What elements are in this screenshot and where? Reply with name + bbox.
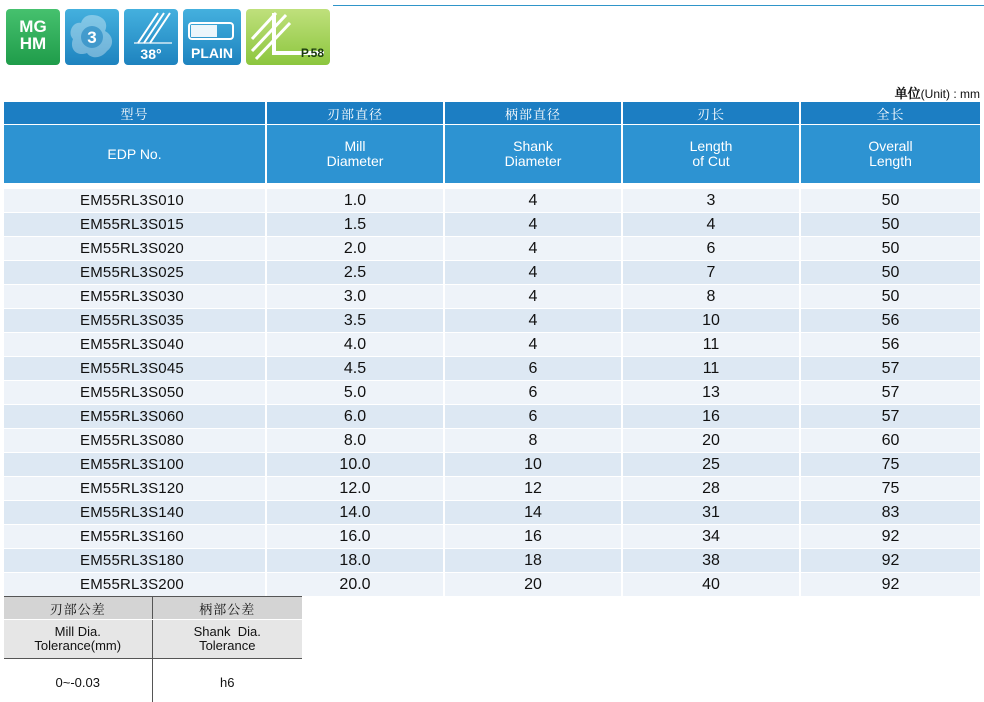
table-row — [4, 333, 980, 357]
shank-diameter-cell: 6 — [444, 357, 622, 381]
overall-length-cell: 57 — [800, 357, 980, 381]
mill-diameter-cell: 12.0 — [266, 477, 444, 501]
overall-length-cell: 75 — [800, 453, 980, 477]
header-rule — [333, 5, 984, 6]
shank-diameter-cell: 6 — [444, 381, 622, 405]
page-reference-icon — [246, 9, 330, 65]
edp-number-cell: EM55RL3S025 — [4, 261, 266, 285]
table-row — [4, 309, 980, 333]
length-of-cut-cell: 25 — [622, 453, 800, 477]
overall-length-cell: 50 — [800, 285, 980, 309]
col-header-cn: 刃部直径 — [266, 102, 444, 125]
table-row — [4, 261, 980, 285]
mill-diameter-cell: 8.0 — [266, 429, 444, 453]
col-header-edp: EDP No. — [4, 125, 266, 184]
edp-number-cell: EM55RL3S140 — [4, 501, 266, 525]
shank-diameter-cell: 14 — [444, 501, 622, 525]
tolerance-table — [4, 596, 302, 702]
mill-diameter-cell: 1.5 — [266, 213, 444, 237]
edp-number-cell: EM55RL3S045 — [4, 357, 266, 381]
shank-diameter-cell: 10 — [444, 453, 622, 477]
flute-count: 3 — [87, 28, 97, 47]
edp-number-cell: EM55RL3S080 — [4, 429, 266, 453]
edp-number-cell: EM55RL3S120 — [4, 477, 266, 501]
mill-diameter-cell: 4.0 — [266, 333, 444, 357]
overall-length-cell: 50 — [800, 189, 980, 213]
overall-length-cell: 50 — [800, 261, 980, 285]
tol-header-mill: Mill Dia. Tolerance(mm) — [4, 620, 152, 659]
mill-tolerance-value: 0~-0.03 — [4, 659, 152, 702]
mill-diameter-cell: 18.0 — [266, 549, 444, 573]
length-of-cut-cell: 13 — [622, 381, 800, 405]
overall-length-cell: 57 — [800, 405, 980, 429]
table-row — [4, 189, 980, 213]
table-row — [4, 381, 980, 405]
mill-diameter-cell: 3.5 — [266, 309, 444, 333]
tolerance-header-en — [4, 620, 302, 659]
edp-number-cell: EM55RL3S180 — [4, 549, 266, 573]
shank-diameter-cell: 4 — [444, 333, 622, 357]
unit-en: (Unit) : mm — [920, 87, 980, 101]
overall-length-cell: 92 — [800, 549, 980, 573]
tol-header-cn: 柄部公差 — [152, 597, 302, 620]
feature-icons — [6, 9, 330, 65]
col-header-shank-diameter: Shank Diameter — [444, 125, 622, 184]
table-row — [4, 573, 980, 597]
shank-diameter-cell: 16 — [444, 525, 622, 549]
edp-number-cell: EM55RL3S050 — [4, 381, 266, 405]
edp-number-cell: EM55RL3S010 — [4, 189, 266, 213]
page-ref-label: P.58 — [300, 46, 324, 60]
shank-diameter-cell: 20 — [444, 573, 622, 597]
shank-diameter-cell: 4 — [444, 309, 622, 333]
mill-diameter-cell: 5.0 — [266, 381, 444, 405]
col-header-cn: 全长 — [800, 102, 980, 125]
tolerance-values — [4, 659, 302, 702]
material-line1: MG — [19, 17, 47, 36]
shank-diameter-cell: 4 — [444, 213, 622, 237]
shank-diameter-cell: 4 — [444, 237, 622, 261]
length-of-cut-cell: 28 — [622, 477, 800, 501]
length-of-cut-cell: 11 — [622, 357, 800, 381]
plain-shank-icon — [183, 9, 241, 65]
length-of-cut-cell: 8 — [622, 285, 800, 309]
table-row — [4, 237, 980, 261]
table-row — [4, 549, 980, 573]
col-header-length-of-cut: Length of Cut — [622, 125, 800, 184]
mill-diameter-cell: 4.5 — [266, 357, 444, 381]
table-row — [4, 429, 980, 453]
edp-number-cell: EM55RL3S060 — [4, 405, 266, 429]
specification-table — [4, 102, 980, 597]
overall-length-cell: 92 — [800, 573, 980, 597]
mill-diameter-cell: 2.5 — [266, 261, 444, 285]
overall-length-cell: 56 — [800, 309, 980, 333]
col-header-cn: 刃长 — [622, 102, 800, 125]
overall-length-cell: 92 — [800, 525, 980, 549]
length-of-cut-cell: 34 — [622, 525, 800, 549]
edp-number-cell: EM55RL3S015 — [4, 213, 266, 237]
mill-diameter-cell: 3.0 — [266, 285, 444, 309]
mill-diameter-cell: 10.0 — [266, 453, 444, 477]
table-row — [4, 501, 980, 525]
shank-diameter-cell: 12 — [444, 477, 622, 501]
mill-diameter-cell: 2.0 — [266, 237, 444, 261]
table-row — [4, 525, 980, 549]
material-mghm-icon — [6, 9, 60, 65]
helix-angle-label: 38° — [140, 46, 162, 62]
overall-length-cell: 56 — [800, 333, 980, 357]
overall-length-cell: 60 — [800, 429, 980, 453]
material-line2: HM — [19, 34, 47, 53]
edp-number-cell: EM55RL3S040 — [4, 333, 266, 357]
header-row-en — [4, 125, 980, 184]
shank-diameter-cell: 4 — [444, 285, 622, 309]
shank-diameter-cell: 18 — [444, 549, 622, 573]
col-header-cn: 型号 — [4, 102, 266, 125]
overall-length-cell: 50 — [800, 213, 980, 237]
mill-diameter-cell: 14.0 — [266, 501, 444, 525]
length-of-cut-cell: 6 — [622, 237, 800, 261]
shank-diameter-cell: 8 — [444, 429, 622, 453]
specification-rows — [4, 189, 980, 597]
edp-number-cell: EM55RL3S160 — [4, 525, 266, 549]
table-row — [4, 477, 980, 501]
tol-header-shank: Shank Dia. Tolerance — [152, 620, 302, 659]
overall-length-cell: 50 — [800, 237, 980, 261]
shank-diameter-cell: 4 — [444, 189, 622, 213]
table-row — [4, 357, 980, 381]
col-header-overall-length: Overall Length — [800, 125, 980, 184]
mill-diameter-cell: 6.0 — [266, 405, 444, 429]
edp-number-cell: EM55RL3S030 — [4, 285, 266, 309]
unit-label — [895, 83, 980, 102]
col-header-mill-diameter: Mill Diameter — [266, 125, 444, 184]
helix-angle-icon — [124, 9, 178, 65]
shank-tolerance-value: h6 — [152, 659, 302, 702]
mill-diameter-cell: 1.0 — [266, 189, 444, 213]
edp-number-cell: EM55RL3S035 — [4, 309, 266, 333]
mill-diameter-cell: 16.0 — [266, 525, 444, 549]
length-of-cut-cell: 40 — [622, 573, 800, 597]
length-of-cut-cell: 3 — [622, 189, 800, 213]
header-row-cn — [4, 102, 980, 125]
table-row — [4, 285, 980, 309]
tol-header-cn: 刃部公差 — [4, 597, 152, 620]
col-header-cn: 柄部直径 — [444, 102, 622, 125]
overall-length-cell: 83 — [800, 501, 980, 525]
length-of-cut-cell: 38 — [622, 549, 800, 573]
length-of-cut-cell: 4 — [622, 213, 800, 237]
table-row — [4, 453, 980, 477]
edp-number-cell: EM55RL3S020 — [4, 237, 266, 261]
length-of-cut-cell: 20 — [622, 429, 800, 453]
edp-number-cell: EM55RL3S100 — [4, 453, 266, 477]
table-row — [4, 213, 980, 237]
length-of-cut-cell: 31 — [622, 501, 800, 525]
mill-diameter-cell: 20.0 — [266, 573, 444, 597]
unit-cn: 单位 — [894, 86, 921, 101]
shank-diameter-cell: 6 — [444, 405, 622, 429]
tolerance-header-cn — [4, 597, 302, 620]
length-of-cut-cell: 10 — [622, 309, 800, 333]
shank-diameter-cell: 4 — [444, 261, 622, 285]
table-row — [4, 405, 980, 429]
overall-length-cell: 57 — [800, 381, 980, 405]
length-of-cut-cell: 7 — [622, 261, 800, 285]
length-of-cut-cell: 16 — [622, 405, 800, 429]
length-of-cut-cell: 11 — [622, 333, 800, 357]
edp-number-cell: EM55RL3S200 — [4, 573, 266, 597]
overall-length-cell: 75 — [800, 477, 980, 501]
three-flute-icon — [65, 9, 119, 65]
shank-type-label: PLAIN — [191, 45, 233, 61]
